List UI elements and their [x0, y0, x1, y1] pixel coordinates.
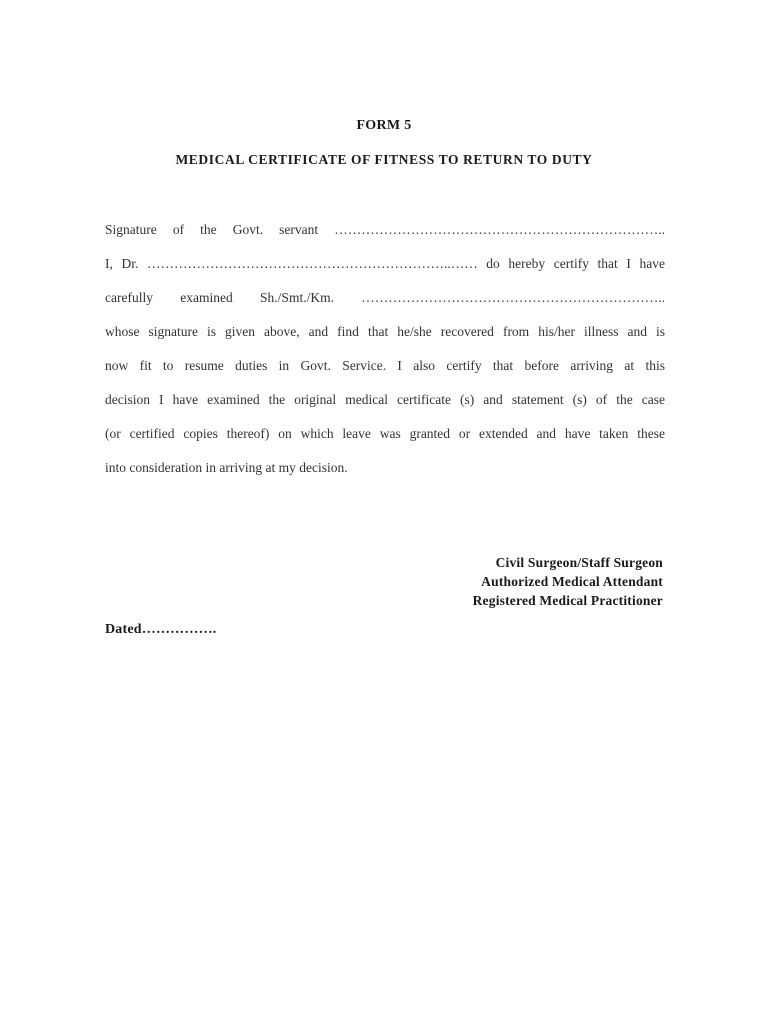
form-title: MEDICAL CERTIFICATE OF FITNESS TO RETURN TO DUTY	[175, 152, 593, 167]
certificate-text-line: now fit to resume duties in Govt. Service. I also certify that before arriving at this	[105, 358, 665, 373]
certificate-text-line: whose signature is given above, and find that he/she recovered from his/her illness and is	[105, 324, 665, 339]
certificate-text-line: decision I have examined the original medical certificate (s) and statement (s) of the case	[105, 392, 665, 407]
certificate-text-line: (or certified copies thereof) on which leave was granted or extended and have taken these	[105, 426, 665, 441]
signatory-title: Registered Medical Practitioner	[472, 593, 663, 608]
certificate-body	[105, 219, 665, 491]
govt-servant-signature-line: Signature of the Govt. servant ………………………………………………………………..	[105, 222, 665, 237]
examined-person-line: carefully examined Sh./Smt./Km. …………………………………………………………..	[105, 290, 665, 305]
dated-field: Dated…………….	[105, 622, 217, 637]
signatory-title: Authorized Medical Attendant	[481, 574, 663, 589]
certificate-text-line: into consideration in arriving at my decision.	[105, 460, 348, 475]
signatory-title: Civil Surgeon/Staff Surgeon	[495, 555, 663, 570]
doctor-name-line: I, Dr. …………………………………………………………..…… do hereby certify that I have	[105, 256, 665, 271]
form-number: FORM 5	[356, 118, 412, 133]
signature-block	[473, 553, 663, 610]
